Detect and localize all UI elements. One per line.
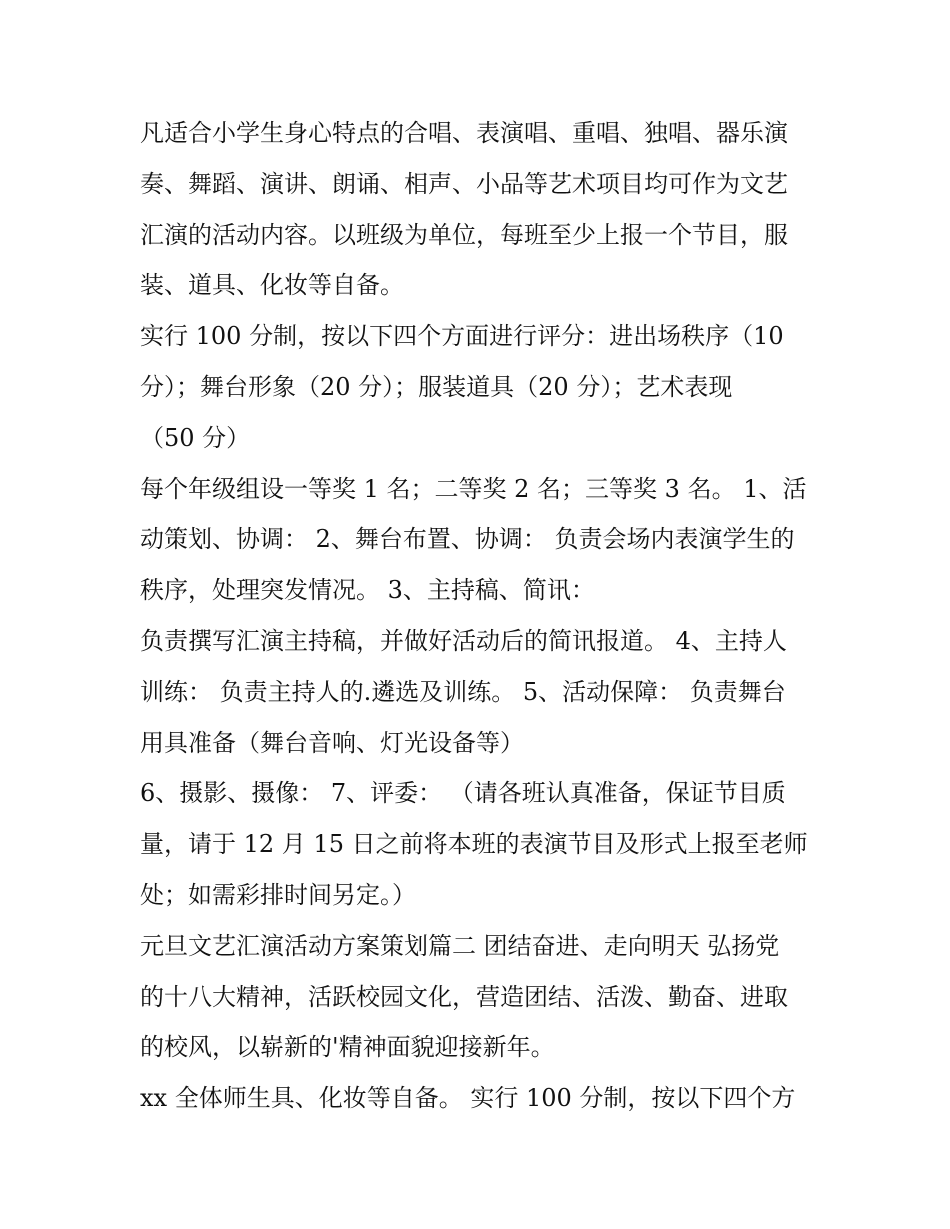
text-line: 动策划、协调： 2、舞台布置、协调： 负责会场内表演学生的 (140, 525, 795, 554)
text-line: xx 全体师生具、化妆等自备。 实行 100 分制，按以下四个方 (140, 1084, 796, 1113)
text-line: 奏、舞蹈、演讲、朗诵、相声、小品等艺术项目均可作为文艺 (140, 169, 788, 198)
text-line: 装、道具、化妆等自备。 (140, 271, 404, 300)
text-line: 分）；舞台形象（20 分）；服装道具（20 分）；艺术表现 (140, 372, 733, 401)
text-line: 量，请于 12 月 15 日之前将本班的表演节目及形式上报至老师 (140, 830, 808, 859)
document-body (140, 108, 820, 1124)
text-line: 的校风，以崭新的'精神面貌迎接新年。 (140, 1033, 555, 1062)
text-line: 元旦文艺汇演活动方案策划篇二 团结奋进、走向明天 弘扬党 (140, 931, 780, 960)
text-line: 每个年级组设一等奖 1 名；二等奖 2 名；三等奖 3 名。 1、活 (140, 474, 807, 503)
text-line: 秩序，处理突发情况。 3、主持稿、简讯： (140, 576, 595, 605)
text-line: 用具准备（舞台音响、灯光设备等） (140, 728, 524, 757)
text-line: 凡适合小学生身心特点的合唱、表演唱、重唱、独唱、器乐演 (140, 119, 788, 147)
text-line: 处；如需彩排时间另定。） (140, 880, 416, 909)
text-line: 实行 100 分制，按以下四个方面进行评分：进出场秩序（10 (140, 322, 784, 351)
text-line: 6、摄影、摄像： 7、评委： （请各班认真准备，保证节目质 (140, 779, 786, 808)
text-line: 训练： 负责主持人的.遴选及训练。 5、活动保障： 负责舞台 (140, 677, 786, 706)
text-line: 负责撰写汇演主持稿，并做好活动后的简讯报道。 4、主持人 (140, 626, 787, 655)
text-line: 汇演的活动内容。以班级为单位，每班至少上报一个节目，服 (140, 220, 788, 249)
text-line: （50 分） (140, 423, 251, 452)
text-line: 的十八大精神，活跃校园文化，营造团结、活泼、勤奋、进取 (140, 982, 788, 1011)
